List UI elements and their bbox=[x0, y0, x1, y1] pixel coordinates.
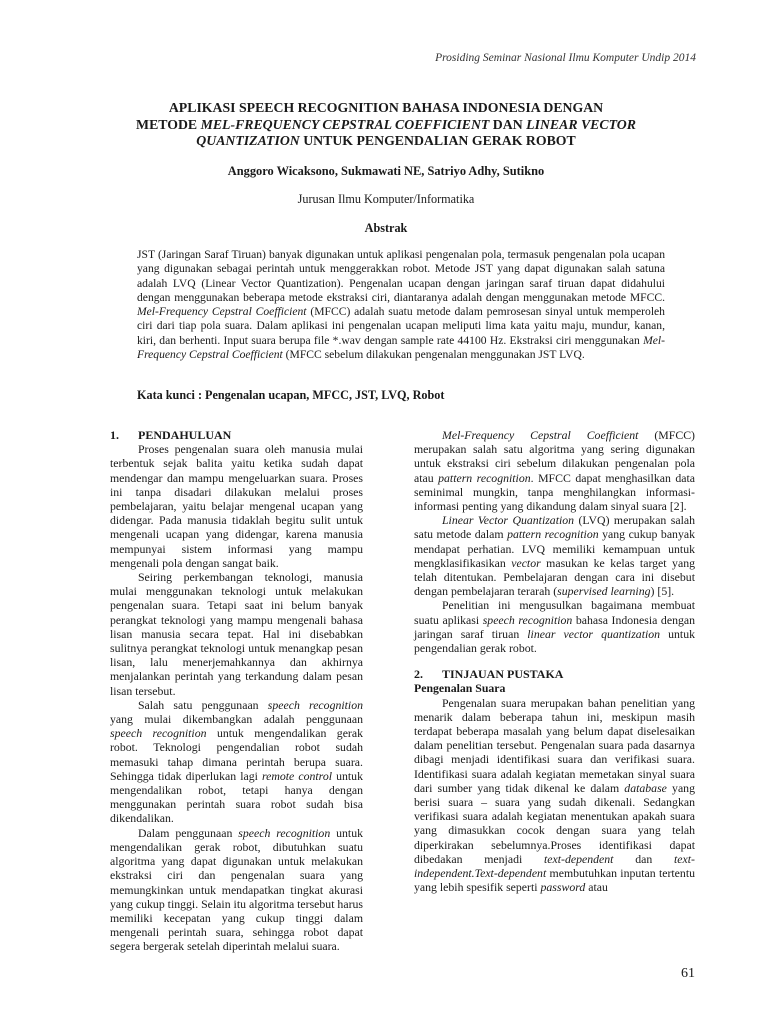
paragraph: Pengenalan suara merupakan bahan penelitian yang menarik dalam beberapa tahun ini, meskipun masih terdapat beberapa masalah yang belum dapat diselesaikan dalam penelitian tersebut. Pengenalan suara pada dasarnya dibagi menjadi identifikasi suara dan verifikasi suara. Identifikasi suara adalah kegiatan memetakan sinyal suara dari sumber yang tidak dikenal ke dalam database yang berisi suara – suara yang sudah dikenali. Sedangkan verifikasi suara adalah kegiatan menentukan apakah suara yang dimasukkan cocok dengan suara yang telah diperkirakan sebelumnya.Proses identifikasi dapat dibedakan menjadi text-dependent dan text-independent.Text-dependent membutuhkan inputan tertentu yang lebih spesifik seperti password atau bbox=[414, 695, 695, 895]
right-column bbox=[414, 428, 695, 895]
paragraph: Seiring perkembangan teknologi, manusia mulai menggunakan teknologi untuk melakukan pengenalan suara. Tetapi saat ini belum banyak perangkat teknologi yang mampu mengenali bahasa lisan manusia secara tepat. Hal ini disebabkan sulitnya perangkat teknologi untuk menangkap pesan lisan, lalu menerjemahkannya dan akhirnya menjalankan perintah yang terkandung dalam pesan lisan tersebut. bbox=[110, 570, 363, 698]
subsection-heading: Pengenalan Suara bbox=[414, 681, 506, 696]
left-column bbox=[110, 428, 363, 954]
paragraph: Dalam penggunaan speech recognition untuk mengendalikan gerak robot, dibutuhkan suatu algoritma yang dapat digunakan untuk melakukan ekstraksi ciri dan pengenalan suara yang memungkinkan untuk mendapatkan tingkat akurasi yang cukup tinggi. Selain itu algoritma tersebut harus memiliki kecepatan yang cukup tinggi dalam mengenali perintah suara, sehingga robot dapat segera bergerak setelah diperintah melalui suara. bbox=[110, 825, 363, 954]
abstract-heading: Abstrak bbox=[364, 221, 408, 235]
affiliation: Jurusan Ilmu Komputer/Informatika bbox=[297, 192, 475, 206]
paragraph: Proses pengenalan suara oleh manusia mulai terbentuk sejak balita yaitu ketika sudah dapat mendengar dan mampu mengeluarkan suara. Proses ini tanpa disadari dilakukan melalui proses pembelajaran, yaitu belajar mengenal ucapan yang didengar. Pada manusia tidaklah begitu sulit untuk mengenali ucapan yang didengar, karena manusia mempunyai sistem informasi yang mampu mengenali pola dengan sangat baik. bbox=[110, 442, 363, 570]
authors: Anggoro Wicaksono, Sukmawati NE, Satriyo Adhy, Sutikno bbox=[227, 164, 545, 178]
abstract-body: JST (Jaringan Saraf Tiruan) banyak digunakan untuk aplikasi pengenalan pola, termasuk pengenalan pola ucapan yang digunakan sebagai perintah untuk menggerakkan robot. Metode JST yang dapat digunakan salah satuna adalah LVQ (Linear Vector Quantization). Pengenalan ucapan dengan jaringan saraf tiruan dapat didahului dengan menggunakan beberapa metode ekstraksi ciri, diantaranya adalah dengan menggunakan metode MFCC. Mel-Frequency Cepstral Coefficient (MFCC) adalah suatu metode dalam pemrosesan sinyal untuk memperoleh ciri dari tiap pola suara. Dalam aplikasi ini pengenalan ucapan meliputi lima kata yaitu maju, mundur, kanan, kiri, dan berhenti. Input suara berupa file *.wav dengan sample rate 44100 Hz. Ekstraksi ciri menggunakan Mel-Frequency Cepstral Coefficient (MFCC sebelum dilakukan pengenalan menggunakan JST LVQ. bbox=[137, 248, 665, 362]
paragraph: Linear Vector Quantization (LVQ) merupakan salah satu metode dalam pattern recognition yang cukup banyak mendapat perhatian. LVQ memiliki kemampuan untuk mengklasifikasikan vector masukan ke kelas target yang telah ditentukan. Pembelajaran dengan cara ini disebut dengan pembelajaran terarah (supervised learning) [5]. bbox=[414, 513, 695, 599]
keywords: Kata kunci : Pengenalan ucapan, MFCC, JST, LVQ, Robot bbox=[137, 388, 445, 402]
running-head: Prosiding Seminar Nasional Ilmu Komputer Undip 2014 bbox=[435, 52, 696, 64]
page-number: 61 bbox=[681, 966, 695, 981]
paragraph: Penelitian ini mengusulkan bagaimana membuat suatu aplikasi speech recognition bahasa Indonesia dengan jaringan saraf tiruan linear vector quantization untuk pengendalian gerak robot. bbox=[414, 598, 695, 656]
section-heading-introduction: 1. PENDAHULUAN bbox=[110, 428, 232, 442]
paper-title: APLIKASI SPEECH RECOGNITION BAHASA INDONESIA DENGAN METODE MEL-FREQUENCY CEPSTRAL COEFFICIENT DAN LINEAR VECTOR QUANTIZATION UNTUK PENGENDALIAN GERAK ROBOT bbox=[136, 100, 636, 148]
paragraph: Mel-Frequency Cepstral Coefficient (MFCC) merupakan salah satu algoritma yang sering digunakan untuk ekstraksi ciri sebelum dilakukan pengenalan pola atau pattern recognition. MFCC dapat menghasilkan data seminimal mungkin, tanpa menghilangkan informasi-informasi penting yang dikandung dalam sinyal suara [2]. bbox=[414, 428, 695, 514]
section-heading-literature-review: 2. TINJAUAN PUSTAKA bbox=[414, 667, 564, 682]
paragraph: Salah satu penggunaan speech recognition yang mulai dikembangkan adalah penggunaan speech recognition untuk mengendalikan gerak robot. Teknologi pengendalian robot sudah memasuki tahap dimana perintah berupa suara. Sehingga tidak diperlukan lagi remote control untuk mengendalikan robot, tetapi hanya dengan menggunakan perintah suara robot sudah bisa dikendalikan. bbox=[110, 697, 363, 826]
